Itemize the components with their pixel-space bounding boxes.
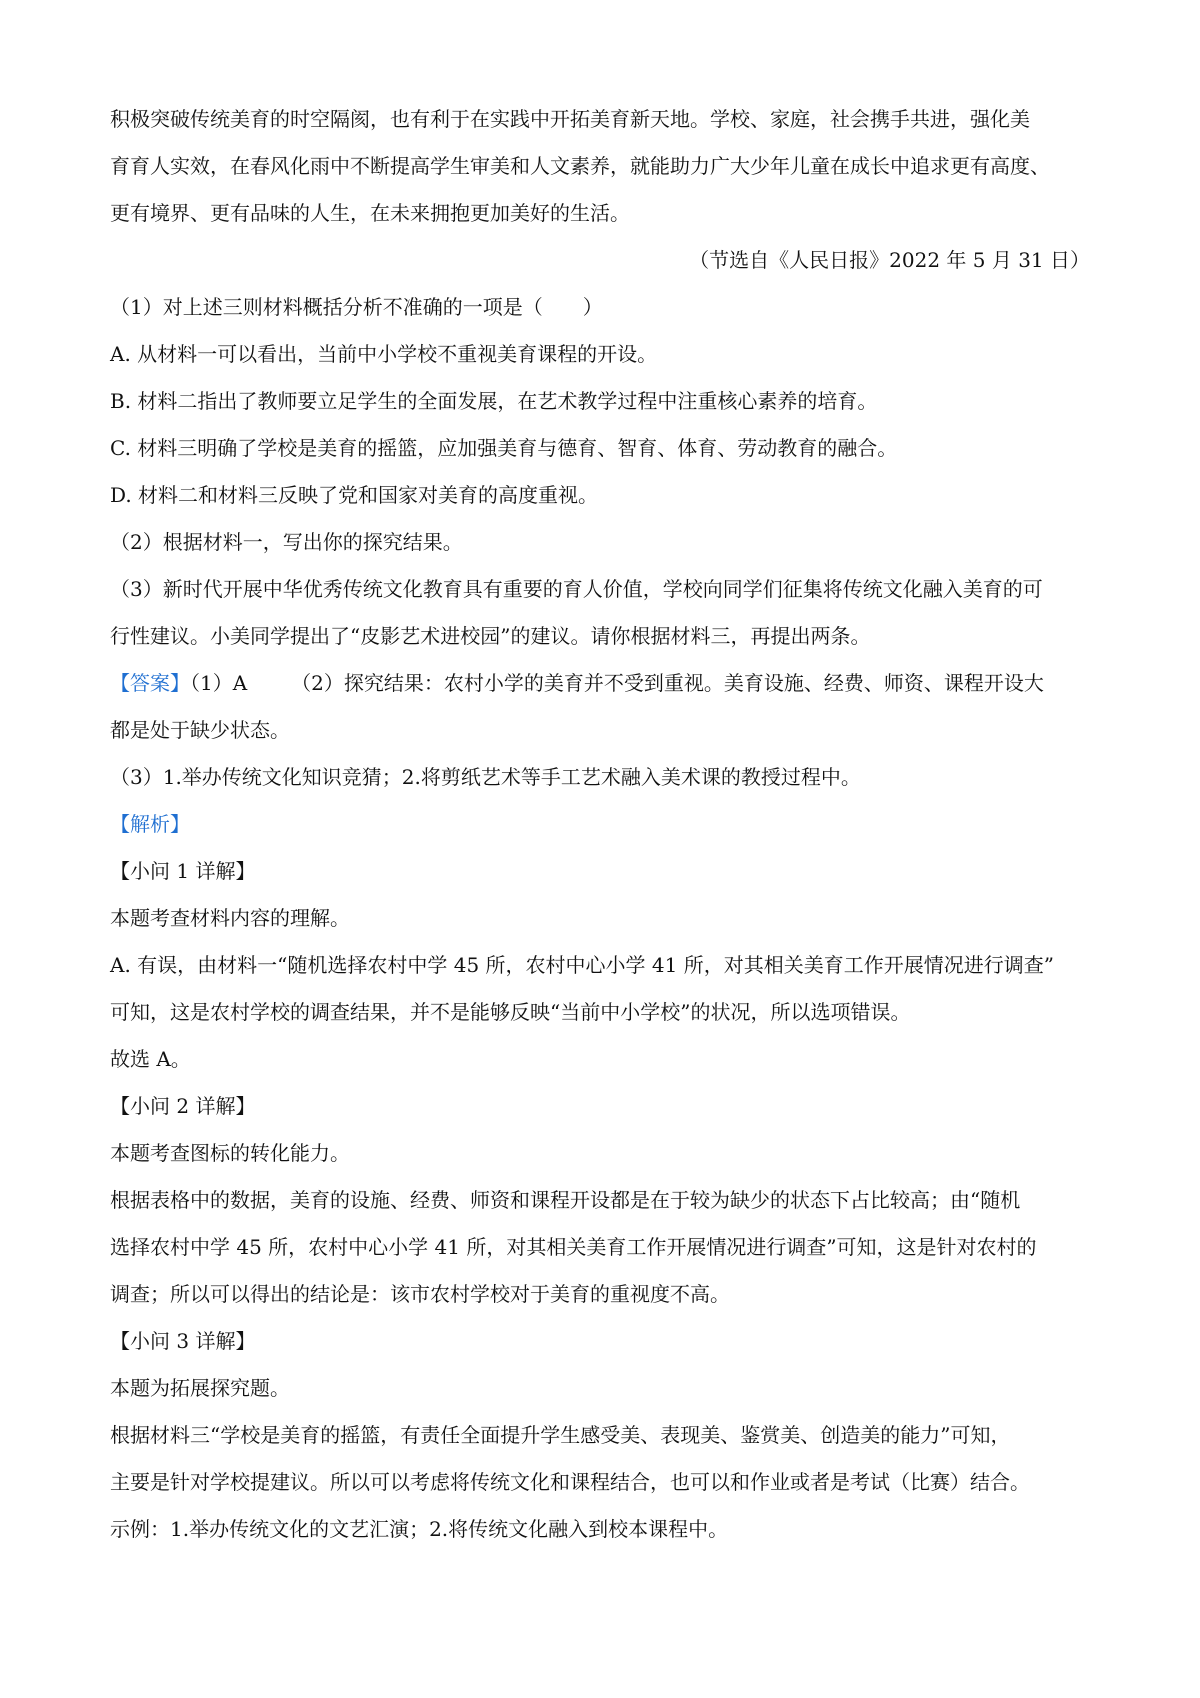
- section-1-line: 故选 A。: [110, 1047, 191, 1071]
- passage-source: （节选自《人民日报》2022 年 5 月 31 日）: [689, 248, 1090, 272]
- section-2-line: 选择农村中学 45 所，农村中心小学 41 所，对其相关美育工作开展情况进行调查”可知，这是针对农村的: [110, 1235, 1037, 1259]
- question-2: （2）根据材料一，写出你的探究结果。: [110, 530, 463, 554]
- section-3-line: 示例：1.举办传统文化的文艺汇演；2.将传统文化融入到校本课程中。: [110, 1517, 729, 1541]
- option-c: C. 材料三明确了学校是美育的摇篮，应加强美育与德育、智育、体育、劳动教育的融合。: [110, 436, 898, 460]
- section-1-line: A. 有误，由材料一“随机选择农村中学 45 所，农村中心小学 41 所，对其相关美育工作开展情况进行调查”: [110, 953, 1054, 977]
- question-3-line: 行性建议。小美同学提出了“皮影艺术进校园”的建议。请你根据材料三，再提出两条。: [110, 624, 871, 648]
- section-3-title: 【小问 3 详解】: [110, 1329, 256, 1353]
- analysis-tag: 【解析】: [110, 812, 190, 836]
- section-2-line: 本题考查图标的转化能力。: [110, 1141, 350, 1165]
- option-a: A. 从材料一可以看出，当前中小学校不重视美育课程的开设。: [110, 342, 658, 366]
- section-1-title: 【小问 1 详解】: [110, 859, 256, 883]
- answer-part-1: （1）A: [190, 671, 248, 695]
- section-3-line: 本题为拓展探究题。: [110, 1376, 290, 1400]
- section-2-line: 根据表格中的数据，美育的设施、经费、师资和课程开设都是在于较为缺少的状态下占比较高；由“随机: [110, 1188, 1021, 1212]
- answer-line: [110, 660, 1090, 707]
- section-1-line: 可知，这是农村学校的调查结果，并不是能够反映“当前中小学校”的状况，所以选项错误。: [110, 1000, 911, 1024]
- option-d: D. 材料二和材料三反映了党和国家对美育的高度重视。: [110, 483, 599, 507]
- answer-part-2: （2）探究结果：农村小学的美育并不受到重视。美育设施、经费、师资、课程开设大: [291, 671, 1044, 695]
- answer-tag: 【答案】: [110, 671, 190, 695]
- passage-line: 育育人实效，在春风化雨中不断提高学生审美和人文素养，就能助力广大少年儿童在成长中追求更有高度、: [110, 154, 1050, 178]
- passage-line: 更有境界、更有品味的人生，在未来拥抱更加美好的生活。: [110, 201, 630, 225]
- section-2-title: 【小问 2 详解】: [110, 1094, 256, 1118]
- document-page: [110, 96, 1090, 1553]
- answer-part-2-cont: 都是处于缺少状态。: [110, 718, 290, 742]
- option-b: B. 材料二指出了教师要立足学生的全面发展，在艺术教学过程中注重核心素养的培育。: [110, 389, 878, 413]
- question-1: （1）对上述三则材料概括分析不准确的一项是（ ）: [110, 295, 603, 319]
- analysis-heading: [110, 801, 1090, 848]
- section-3-line: 主要是针对学校提建议。所以可以考虑将传统文化和课程结合，也可以和作业或者是考试（比赛）结合。: [110, 1470, 1030, 1494]
- passage-line: 积极突破传统美育的时空隔阂，也有利于在实践中开拓美育新天地。学校、家庭，社会携手共进，强化美: [110, 107, 1030, 131]
- section-2-line: 调查；所以可以得出的结论是：该市农村学校对于美育的重视度不高。: [110, 1282, 730, 1306]
- answer-part-3: （3）1.举办传统文化知识竞猜；2.将剪纸艺术等手工艺术融入美术课的教授过程中。: [110, 765, 861, 789]
- question-3-line: （3）新时代开展中华优秀传统文化教育具有重要的育人价值，学校向同学们征集将传统文化融入美育的可: [110, 577, 1043, 601]
- section-3-line: 根据材料三“学校是美育的摇篮，有责任全面提升学生感受美、表现美、鉴赏美、创造美的能力”可知，: [110, 1423, 1011, 1447]
- section-1-line: 本题考查材料内容的理解。: [110, 906, 350, 930]
